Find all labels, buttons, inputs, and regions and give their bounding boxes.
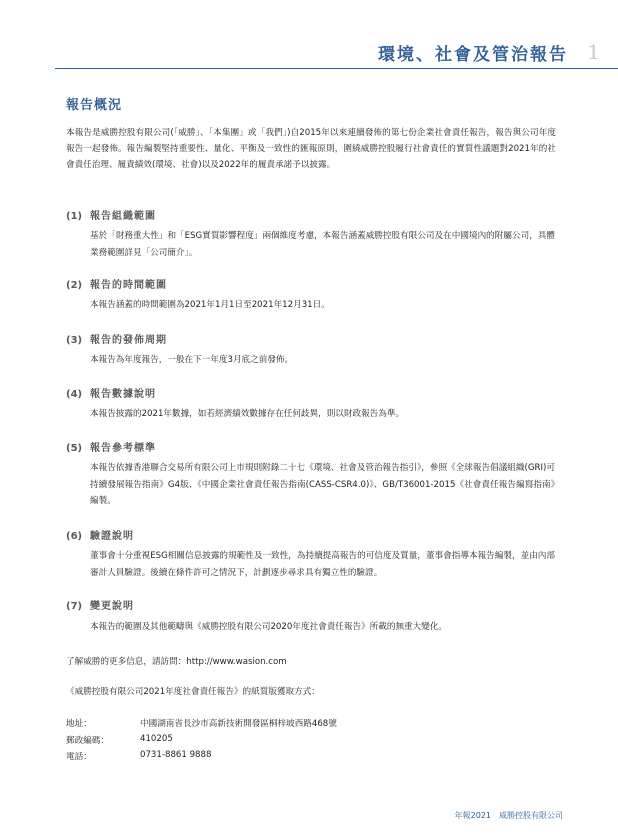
subsection-3-heading [66, 331, 167, 346]
postcode-row [66, 734, 173, 746]
phone-value: 0731-8861 9888 [140, 750, 212, 760]
subsection-title: 驗證說明 [90, 531, 134, 542]
paper-copy-text: 《威勝控股有限公司2021年度社會責任報告》的紙質版獲取方式： [66, 687, 320, 697]
subsection-1-heading [66, 207, 156, 222]
address-value: 中國湖南省長沙市高新技術開發區桐梓坡西路468號 [140, 719, 337, 729]
subsection-6-body: 董事會十分重視ESG相關信息披露的規範性及一致性，為持續提高報告的可信度及質量，董事會指導本報告編製，並由內部審計人員驗證。後續在條件許可之情況下，計劃逐步尋求具有獨立性的驗證。 [90, 551, 555, 578]
header-divider [55, 68, 618, 69]
subsection-4-heading [66, 385, 156, 400]
page-footer: 年報2021 威勝控股有限公司 [454, 811, 563, 820]
address-label: 地址： [66, 719, 92, 729]
subsection-1-body: 基於「財務重大性」和「ESG實質影響程度」兩個維度考慮，本報告涵蓋威勝控股有限公司及在中國境內的附屬公司，具體業務範圍詳見「公司簡介」。 [90, 231, 555, 258]
header-title-box [378, 38, 568, 66]
subsection-6-heading [66, 527, 134, 542]
page-number: 1 [587, 40, 600, 64]
subsection-4-body: 本報告披露的2021年數據，如若經濟績效數據存在任何歧異，則以財政報告為準。 [90, 409, 405, 419]
subsection-2-heading [66, 276, 167, 291]
phone-row [66, 750, 211, 762]
section-title: 報告概況 [66, 98, 123, 113]
subsection-7-body: 本報告的範圍及其他範疇與《威勝控股有限公司2020年度社會責任報告》所載的無重大變化。 [90, 622, 448, 632]
postcode-value: 410205 [140, 734, 173, 744]
subsection-5-body: 本報告依據香港聯合交易所有限公司上市規則附錄二十七《環境、社會及管治報告指引》，參照《全球報告倡議組織(GRI)可持續發展報告指南》G4版、《中國企業社會責任報告指南(CASS-CSR4.0)》、GB/T36001-2015《社會責任報告編寫指南》編製。 [90, 463, 555, 506]
subsection-title: 報告的發佈周期 [90, 335, 167, 346]
subsection-number: (3) [66, 335, 83, 346]
subsection-title: 報告數據說明 [90, 389, 156, 400]
subsection-number: (5) [66, 443, 83, 454]
phone-label: 電話： [66, 752, 92, 762]
header-title: 環境、社會及管治報告 [378, 44, 568, 65]
intro-paragraph: 本報告是威勝控股有限公司(「威勝」、「本集團」或「我們」)自2015年以來連續發佈的第七份企業社會責任報告，報告與公司年度報告一起發佈。報告編製堅持重要性、量化、平衡及一致性的匯報原則，圍繞威勝控股履行社會責任的實質性議題對2021年的社會責任治理、履責績效(環境、社會)以及2022年的履責承諾予以披露。 [66, 128, 556, 170]
subsection-number: (6) [66, 531, 83, 542]
subsection-number: (7) [66, 601, 83, 612]
subsection-3-body: 本報告為年度報告，一般在下一年度3月底之前發佈。 [90, 355, 294, 365]
subsection-title: 報告的時間範圍 [90, 280, 167, 291]
subsection-number: (2) [66, 280, 83, 291]
subsection-2-body: 本報告涵蓋的時間範圍為2021年1月1日至2021年12月31日。 [90, 300, 330, 310]
address-row [66, 717, 337, 729]
subsection-5-heading [66, 439, 156, 454]
postcode-label: 郵政編碼： [66, 736, 109, 746]
more-info-text: 了解威勝的更多信息，請訪問：http://www.wasion.com [66, 657, 287, 667]
subsection-number: (1) [66, 211, 83, 222]
subsection-number: (4) [66, 389, 83, 400]
subsection-title: 報告參考標準 [90, 443, 156, 454]
subsection-title: 變更說明 [90, 601, 134, 612]
subsection-7-heading [66, 597, 134, 612]
subsection-title: 報告組織範圍 [90, 211, 156, 222]
